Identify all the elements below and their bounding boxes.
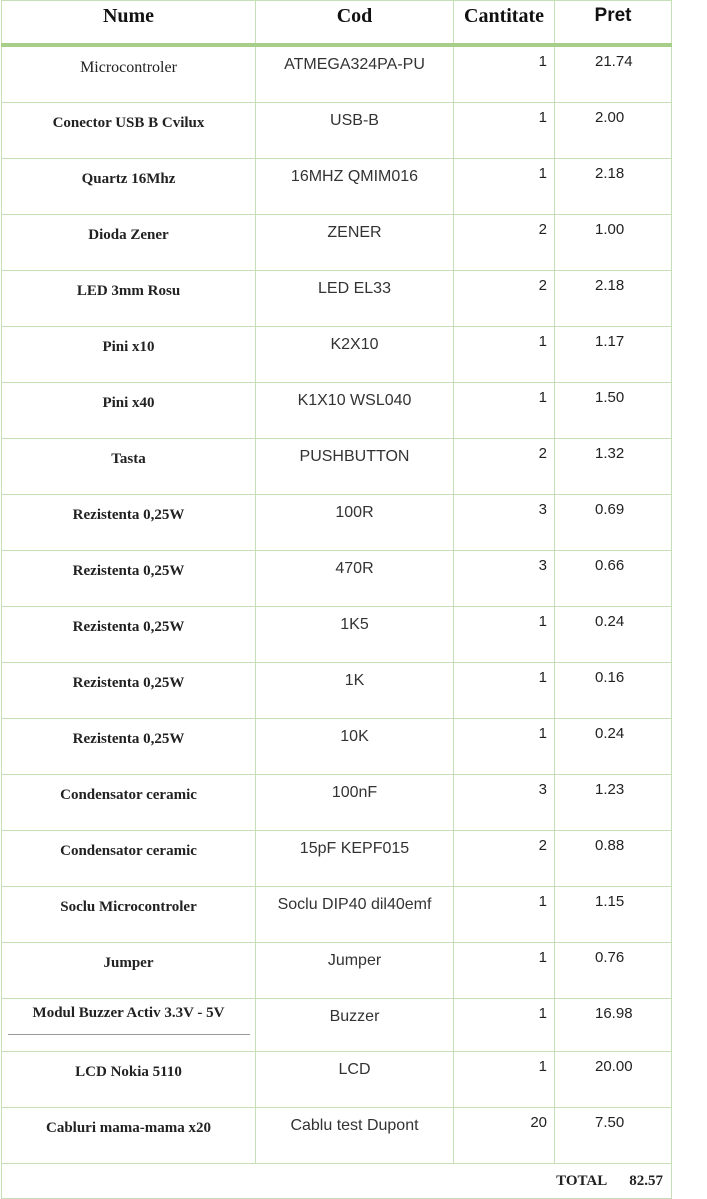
cell-nume-text: Condensator ceramic	[60, 843, 197, 859]
table-row	[2, 1052, 672, 1108]
cell-pret-text: 16.98	[595, 1005, 633, 1022]
cell-cod-text: ZENER	[327, 224, 382, 241]
cell-nume-text: Pini x40	[102, 395, 155, 411]
cell-nume	[2, 1052, 256, 1108]
cell-nume	[2, 943, 256, 999]
cell-cantitate	[454, 831, 555, 887]
cell-cod	[256, 103, 454, 159]
cell-nume	[2, 215, 256, 271]
table-row	[2, 383, 672, 439]
cell-cod	[256, 831, 454, 887]
cell-cod	[256, 719, 454, 775]
cell-cantitate-text: 2	[538, 837, 547, 854]
cell-pret	[555, 439, 672, 495]
cell-pret	[555, 103, 672, 159]
cell-cantitate	[454, 943, 555, 999]
cell-nume-text: Cabluri mama-mama x20	[46, 1120, 211, 1136]
cell-nume-text: Dioda Zener	[88, 227, 169, 243]
cell-nume	[2, 887, 256, 943]
cell-cantitate-text: 3	[538, 501, 547, 518]
cell-pret	[555, 215, 672, 271]
cell-cantitate	[454, 775, 555, 831]
cell-nume-text: Rezistenta 0,25W	[72, 563, 185, 579]
table-body	[2, 45, 672, 1199]
table-row	[2, 439, 672, 495]
cell-cod	[256, 439, 454, 495]
cell-cod	[256, 159, 454, 215]
cell-cod-text: 1K5	[340, 616, 369, 633]
cell-nume-text: LED 3mm Rosu	[76, 283, 181, 299]
cell-pret-text: 1.17	[595, 333, 625, 350]
table-row	[2, 607, 672, 663]
cell-cantitate	[454, 663, 555, 719]
cell-pret-text: 0.24	[595, 725, 625, 742]
cell-pret	[555, 999, 672, 1052]
header-pret: Pret	[555, 1, 672, 46]
cell-pret-text: 1.15	[595, 893, 625, 910]
cell-pret	[555, 159, 672, 215]
cell-pret	[555, 943, 672, 999]
cell-pret	[555, 1052, 672, 1108]
cell-nume	[2, 495, 256, 551]
cell-cod	[256, 943, 454, 999]
cell-cod-text: 16MHZ QMIM016	[290, 168, 419, 185]
cell-cantitate	[454, 607, 555, 663]
cell-nume-text: Pini x10	[102, 339, 155, 355]
cell-nume-text: Rezistenta 0,25W	[72, 731, 185, 747]
cell-pret	[555, 383, 672, 439]
cell-cantitate-text: 1	[538, 109, 547, 126]
cell-nume-text: Conector USB B Cvilux	[52, 115, 205, 131]
cell-pret-text: 1.00	[595, 221, 625, 238]
cell-cod	[256, 1108, 454, 1164]
cell-cantitate	[454, 551, 555, 607]
cell-pret-text: 21.74	[595, 53, 633, 70]
table-row	[2, 551, 672, 607]
cell-nume	[2, 271, 256, 327]
cell-pret	[555, 887, 672, 943]
cell-pret-text: 1.50	[595, 389, 625, 406]
cell-nume-text: Rezistenta 0,25W	[72, 675, 185, 691]
cell-cod	[256, 383, 454, 439]
cell-pret-text: 7.50	[595, 1114, 625, 1131]
cell-cantitate	[454, 719, 555, 775]
cell-cantitate-text: 1	[538, 53, 547, 70]
cell-nume	[2, 719, 256, 775]
cell-pret	[555, 495, 672, 551]
component-price-table	[1, 0, 672, 1199]
cell-cantitate-text: 1	[538, 669, 547, 686]
cell-cantitate-text: 20	[530, 1114, 547, 1131]
table-row	[2, 327, 672, 383]
cell-pret	[555, 551, 672, 607]
cell-pret-text: 1.32	[595, 445, 625, 462]
cell-cod	[256, 327, 454, 383]
cell-nume	[2, 551, 256, 607]
cell-nume-text: Rezistenta 0,25W	[72, 619, 185, 635]
header-nume: Nume	[2, 1, 256, 46]
cell-pret	[555, 327, 672, 383]
cell-cod-text: PUSHBUTTON	[299, 448, 410, 465]
table-row	[2, 887, 672, 943]
table-row	[2, 271, 672, 327]
table-row	[2, 831, 672, 887]
table-row	[2, 775, 672, 831]
cell-cantitate	[454, 327, 555, 383]
cell-cod	[256, 551, 454, 607]
cell-cod-text: K2X10	[330, 336, 379, 353]
cell-underline	[8, 1034, 250, 1035]
cell-nume-text: Soclu Microcontroler	[60, 899, 197, 915]
cell-cod	[256, 495, 454, 551]
table-row	[2, 45, 672, 103]
cell-nume-text: Quartz 16Mhz	[81, 171, 176, 187]
cell-cod	[256, 999, 454, 1052]
total-row	[2, 1164, 672, 1199]
cell-cod	[256, 607, 454, 663]
cell-pret-text: 0.66	[595, 557, 625, 574]
cell-pret-text: 0.69	[595, 501, 625, 518]
table-row	[2, 719, 672, 775]
cell-nume	[2, 103, 256, 159]
cell-cantitate-text: 1	[538, 725, 547, 742]
table-row	[2, 943, 672, 999]
cell-cantitate-text: 1	[538, 333, 547, 350]
cell-cod-text: K1X10 WSL040	[297, 392, 412, 409]
cell-cantitate-text: 1	[538, 949, 547, 966]
cell-cantitate	[454, 1052, 555, 1108]
cell-pret	[555, 831, 672, 887]
table-row	[2, 215, 672, 271]
cell-cod-text: 100nF	[331, 784, 378, 801]
cell-cod	[256, 887, 454, 943]
cell-cantitate-text: 2	[538, 445, 547, 462]
cell-pret-text: 2.18	[595, 165, 625, 182]
cell-cod-text: 15pF KEPF015	[299, 840, 410, 857]
cell-cantitate	[454, 1108, 555, 1164]
cell-cod-text: USB-B	[330, 112, 379, 129]
table-row	[2, 103, 672, 159]
cell-cod-text: LED EL33	[318, 280, 391, 297]
header-cod: Cod	[256, 1, 454, 46]
cell-nume	[2, 1108, 256, 1164]
cell-pret	[555, 663, 672, 719]
cell-cod-text: LCD	[338, 1061, 371, 1078]
cell-cantitate-text: 2	[538, 221, 547, 238]
cell-cantitate-text: 1	[538, 1005, 547, 1022]
cell-pret	[555, 775, 672, 831]
cell-cantitate-text: 1	[538, 165, 547, 182]
table-row	[2, 663, 672, 719]
table-row	[2, 159, 672, 215]
cell-cantitate	[454, 159, 555, 215]
cell-nume	[2, 775, 256, 831]
cell-cod	[256, 1052, 454, 1108]
cell-nume-text: Tasta	[111, 451, 146, 467]
cell-nume	[2, 383, 256, 439]
cell-pret	[555, 271, 672, 327]
total-label: TOTAL	[556, 1172, 608, 1189]
cell-nume	[2, 831, 256, 887]
cell-nume	[2, 159, 256, 215]
cell-cantitate-text: 3	[538, 781, 547, 798]
cell-nume	[2, 45, 256, 103]
cell-cod	[256, 663, 454, 719]
cell-pret-text: 0.76	[595, 949, 625, 966]
cell-nume	[2, 439, 256, 495]
cell-pret	[555, 719, 672, 775]
cell-pret-text: 0.88	[595, 837, 625, 854]
cell-nume-text: LCD Nokia 5110	[75, 1064, 182, 1080]
table-row	[2, 495, 672, 551]
cell-cod-text: Jumper	[327, 952, 382, 969]
cell-pret	[555, 1108, 672, 1164]
table-row	[2, 1108, 672, 1164]
cell-pret-text: 20.00	[595, 1058, 633, 1075]
cell-cod-text: Buzzer	[329, 1008, 380, 1025]
cell-nume-text: Rezistenta 0,25W	[72, 507, 185, 523]
total-cell	[2, 1164, 672, 1199]
cell-cantitate-text: 2	[538, 277, 547, 294]
cell-cantitate	[454, 439, 555, 495]
cell-cantitate-text: 1	[538, 613, 547, 630]
cell-cantitate	[454, 45, 555, 103]
cell-nume	[2, 327, 256, 383]
cell-nume-text: Condensator ceramic	[60, 787, 197, 803]
total-value: 82.57	[629, 1172, 663, 1189]
cell-cantitate-text: 1	[538, 1058, 547, 1075]
cell-pret-text: 0.24	[595, 613, 625, 630]
table-row	[2, 999, 672, 1052]
cell-cod-text: 10K	[340, 728, 369, 745]
header-cantitate: Cantitate	[454, 1, 555, 46]
cell-nume	[2, 663, 256, 719]
cell-nume	[2, 999, 256, 1052]
cell-cantitate	[454, 383, 555, 439]
cell-cod	[256, 271, 454, 327]
cell-pret	[555, 607, 672, 663]
cell-cantitate	[454, 103, 555, 159]
cell-nume-text: Microcontroler	[80, 59, 177, 76]
cell-cantitate-text: 1	[538, 389, 547, 406]
cell-cantitate	[454, 271, 555, 327]
cell-pret	[555, 45, 672, 103]
cell-cod-text: 100R	[335, 504, 374, 521]
cell-cod	[256, 45, 454, 103]
cell-cod-text: 470R	[335, 560, 374, 577]
cell-cantitate	[454, 215, 555, 271]
cell-pret-text: 2.18	[595, 277, 625, 294]
cell-pret-text: 1.23	[595, 781, 625, 798]
cell-cod-text: Cablu test Dupont	[290, 1117, 419, 1134]
cell-cantitate-text: 3	[538, 557, 547, 574]
cell-nume-text: Jumper	[103, 955, 154, 971]
cell-nume-text: Modul Buzzer Activ 3.3V - 5V	[32, 1005, 225, 1021]
cell-cantitate	[454, 999, 555, 1052]
cell-pret-text: 2.00	[595, 109, 625, 126]
cell-cantitate	[454, 887, 555, 943]
table-header-row	[2, 1, 672, 46]
cell-cod-text: 1K	[344, 672, 365, 689]
cell-cantitate-text: 1	[538, 893, 547, 910]
cell-cod	[256, 215, 454, 271]
cell-nume	[2, 607, 256, 663]
cell-cantitate	[454, 495, 555, 551]
cell-cod-text: Soclu DIP40 dil40emf	[277, 896, 432, 913]
cell-cod-text: ATMEGA324PA-PU	[284, 56, 425, 73]
cell-cod	[256, 775, 454, 831]
cell-pret-text: 0.16	[595, 669, 625, 686]
